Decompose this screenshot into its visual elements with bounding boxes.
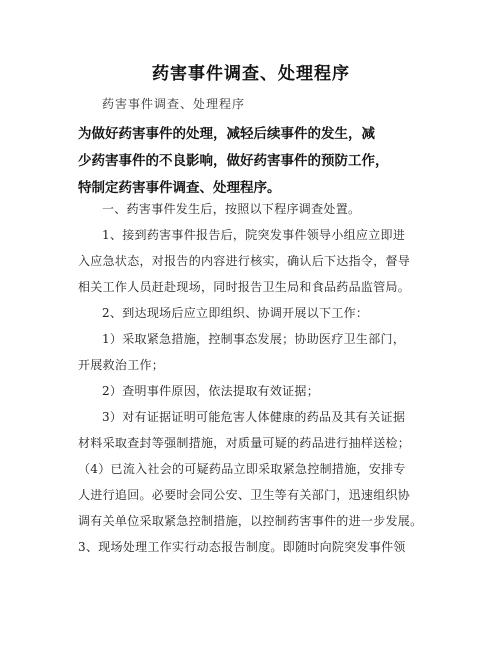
- intro-line: 为做好药害事件的处理，减轻后续事件的发生，减: [78, 126, 375, 142]
- body-paragraphs: [78, 196, 428, 560]
- body-line: 一、药害事件发生后，按照以下程序调查处置。: [102, 202, 361, 216]
- body-line: 人进行追回。必要时会同公安、卫生等有关部门，迅速组织协: [78, 488, 411, 502]
- body-line: 材料采取查封等强制措施，对质量可疑的药品进行抽样送检；: [78, 436, 411, 450]
- intro-line: 少药害事件的不良影响，做好药害事件的预防工作，: [78, 153, 389, 169]
- intro-paragraph: [78, 121, 428, 202]
- body-line: 2、到达现场后应立即组织、协调开展以下工作：: [102, 306, 369, 320]
- body-line: 2）查明事件原因，依法提取有效证据；: [102, 384, 320, 398]
- body-line: 相关工作人员赶赴现场，同时报告卫生局和食品药品监管局。: [78, 280, 411, 294]
- document-title: 药害事件调查、处理程序: [152, 64, 350, 84]
- document-subtitle: 药害事件调查、处理程序: [102, 97, 246, 111]
- body-line: 1）采取紧急措施，控制事态发展；协助医疗卫生部门，: [102, 332, 406, 346]
- body-line: 3）对有证据证明可能危害人体健康的药品及其有关证据: [102, 410, 406, 424]
- body-line: 开展救治工作；: [78, 358, 165, 372]
- body-line: 调有关单位采取紧急控制措施，以控制药害事件的进一步发展。: [78, 514, 423, 528]
- intro-line: 特制定药害事件调查、处理程序。: [78, 180, 281, 196]
- body-line: （4）已流入社会的可疑药品立即采取紧急控制措施，安排专: [78, 462, 406, 476]
- body-line: 3、现场处理工作实行动态报告制度。即随时向院突发事件领: [78, 540, 406, 554]
- body-line: 入应急状态，对报告的内容进行核实，确认后下达指令，督导: [78, 254, 411, 268]
- body-line: 1、接到药害事件报告后，院突发事件领导小组应立即进: [102, 228, 406, 242]
